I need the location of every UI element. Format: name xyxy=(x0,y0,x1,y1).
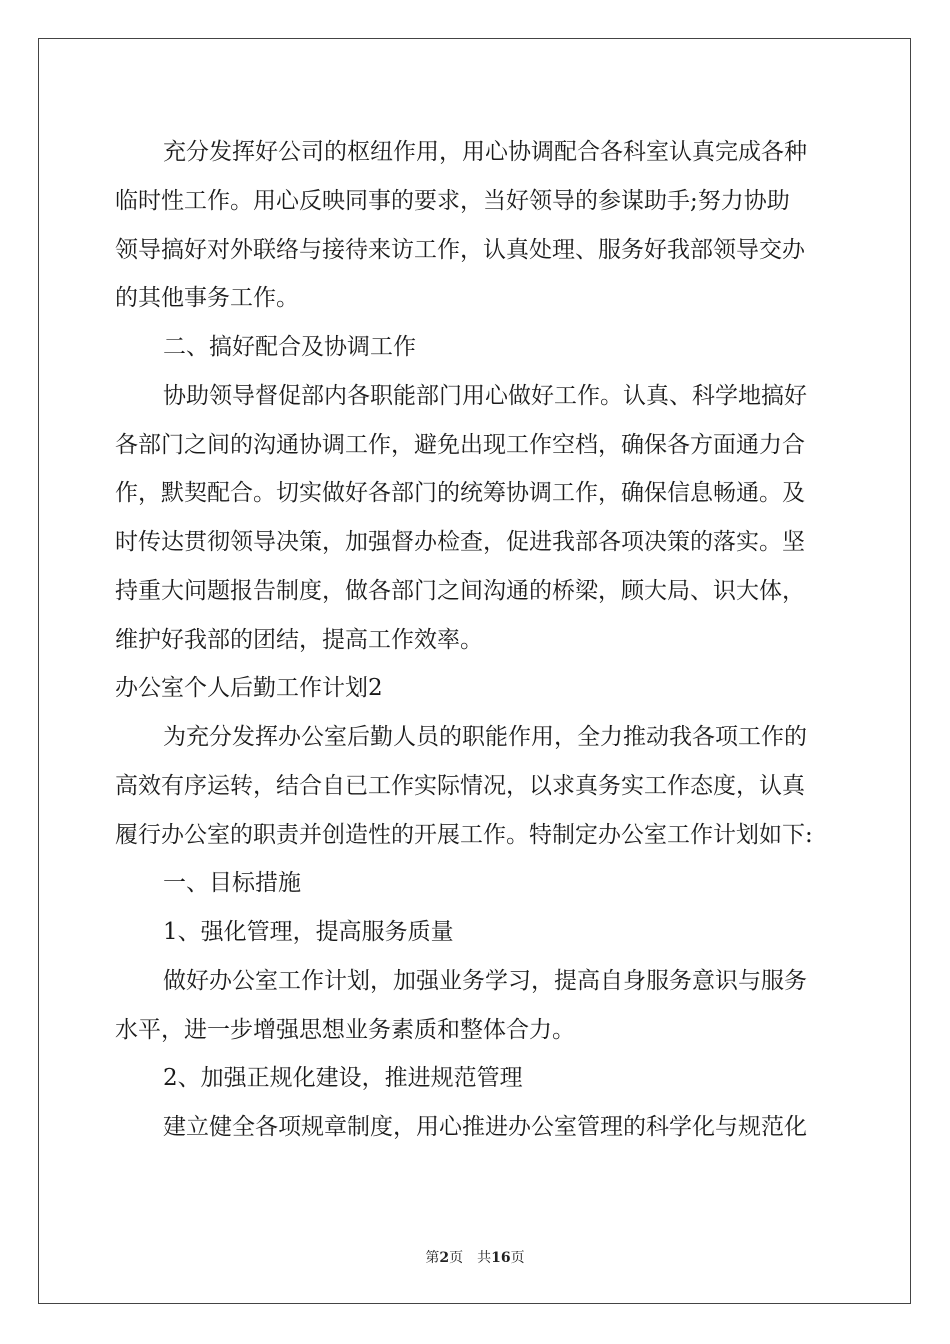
page-prefix: 第 xyxy=(425,1250,440,1266)
subsection-heading: 1、强化管理，提高服务质量 xyxy=(163,919,454,945)
text-line: 做好办公室工作计划，加强业务学习，提高自身服务意识与服务 xyxy=(163,967,807,994)
text-line: 领导搞好对外联络与接待来访工作，认真处理、服务好我部领导交办 xyxy=(115,236,805,263)
text-line: 履行办公室的职责并创造性的开展工作。特制定办公室工作计划如下: xyxy=(115,821,813,848)
text-line: 建立健全各项规章制度，用心推进办公室管理的科学化与规范化 xyxy=(163,1114,807,1140)
text-line: 水平，进一步增强思想业务素质和整体合力。 xyxy=(115,1016,575,1043)
text-line: 持重大问题报告制度，做各部门之间沟通的桥梁，顾大局、识大体， xyxy=(115,577,805,604)
total-suffix: 页 xyxy=(510,1250,525,1266)
text-line: 高效有序运转，结合自已工作实际情况，以求真务实工作态度，认真 xyxy=(115,772,805,799)
document-body xyxy=(115,128,835,1152)
text-line: 维护好我部的团结，提高工作效率。 xyxy=(115,626,483,653)
page-suffix: 页 xyxy=(449,1250,464,1266)
text-line: 作，默契配合。切实做好各部门的统筹协调工作，确保信息畅通。及 xyxy=(115,480,805,507)
page-number: 2 xyxy=(439,1250,450,1266)
document-title: 办公室个人后勤工作计划2 xyxy=(115,675,383,702)
text-line: 充分发挥好公司的枢纽作用，用心协调配合各科室认真完成各种 xyxy=(163,139,807,165)
section-heading: 一、目标措施 xyxy=(163,870,301,897)
subsection-heading: 2、加强正规化建设，推进规范管理 xyxy=(163,1065,523,1092)
total-pages: 16 xyxy=(491,1250,511,1266)
section-heading: 二、搞好配合及协调工作 xyxy=(163,334,416,360)
text-line: 各部门之间的沟通协调工作，避免出现工作空档，确保各方面通力合 xyxy=(115,431,805,458)
page-footer xyxy=(0,1247,950,1267)
total-prefix: 共 xyxy=(477,1250,492,1266)
text-line: 临时性工作。用心反映同事的要求，当好领导的参谋助手;努力协助 xyxy=(115,187,790,214)
text-line: 的其他事务工作。 xyxy=(115,285,299,312)
text-line: 协助领导督促部内各职能部门用心做好工作。认真、科学地搞好 xyxy=(163,382,807,409)
text-line: 时传达贯彻领导决策，加强督办检查，促进我部各项决策的落实。坚 xyxy=(115,529,805,555)
text-line: 为充分发挥办公室后勤人员的职能作用，全力推动我各项工作的 xyxy=(163,724,807,750)
